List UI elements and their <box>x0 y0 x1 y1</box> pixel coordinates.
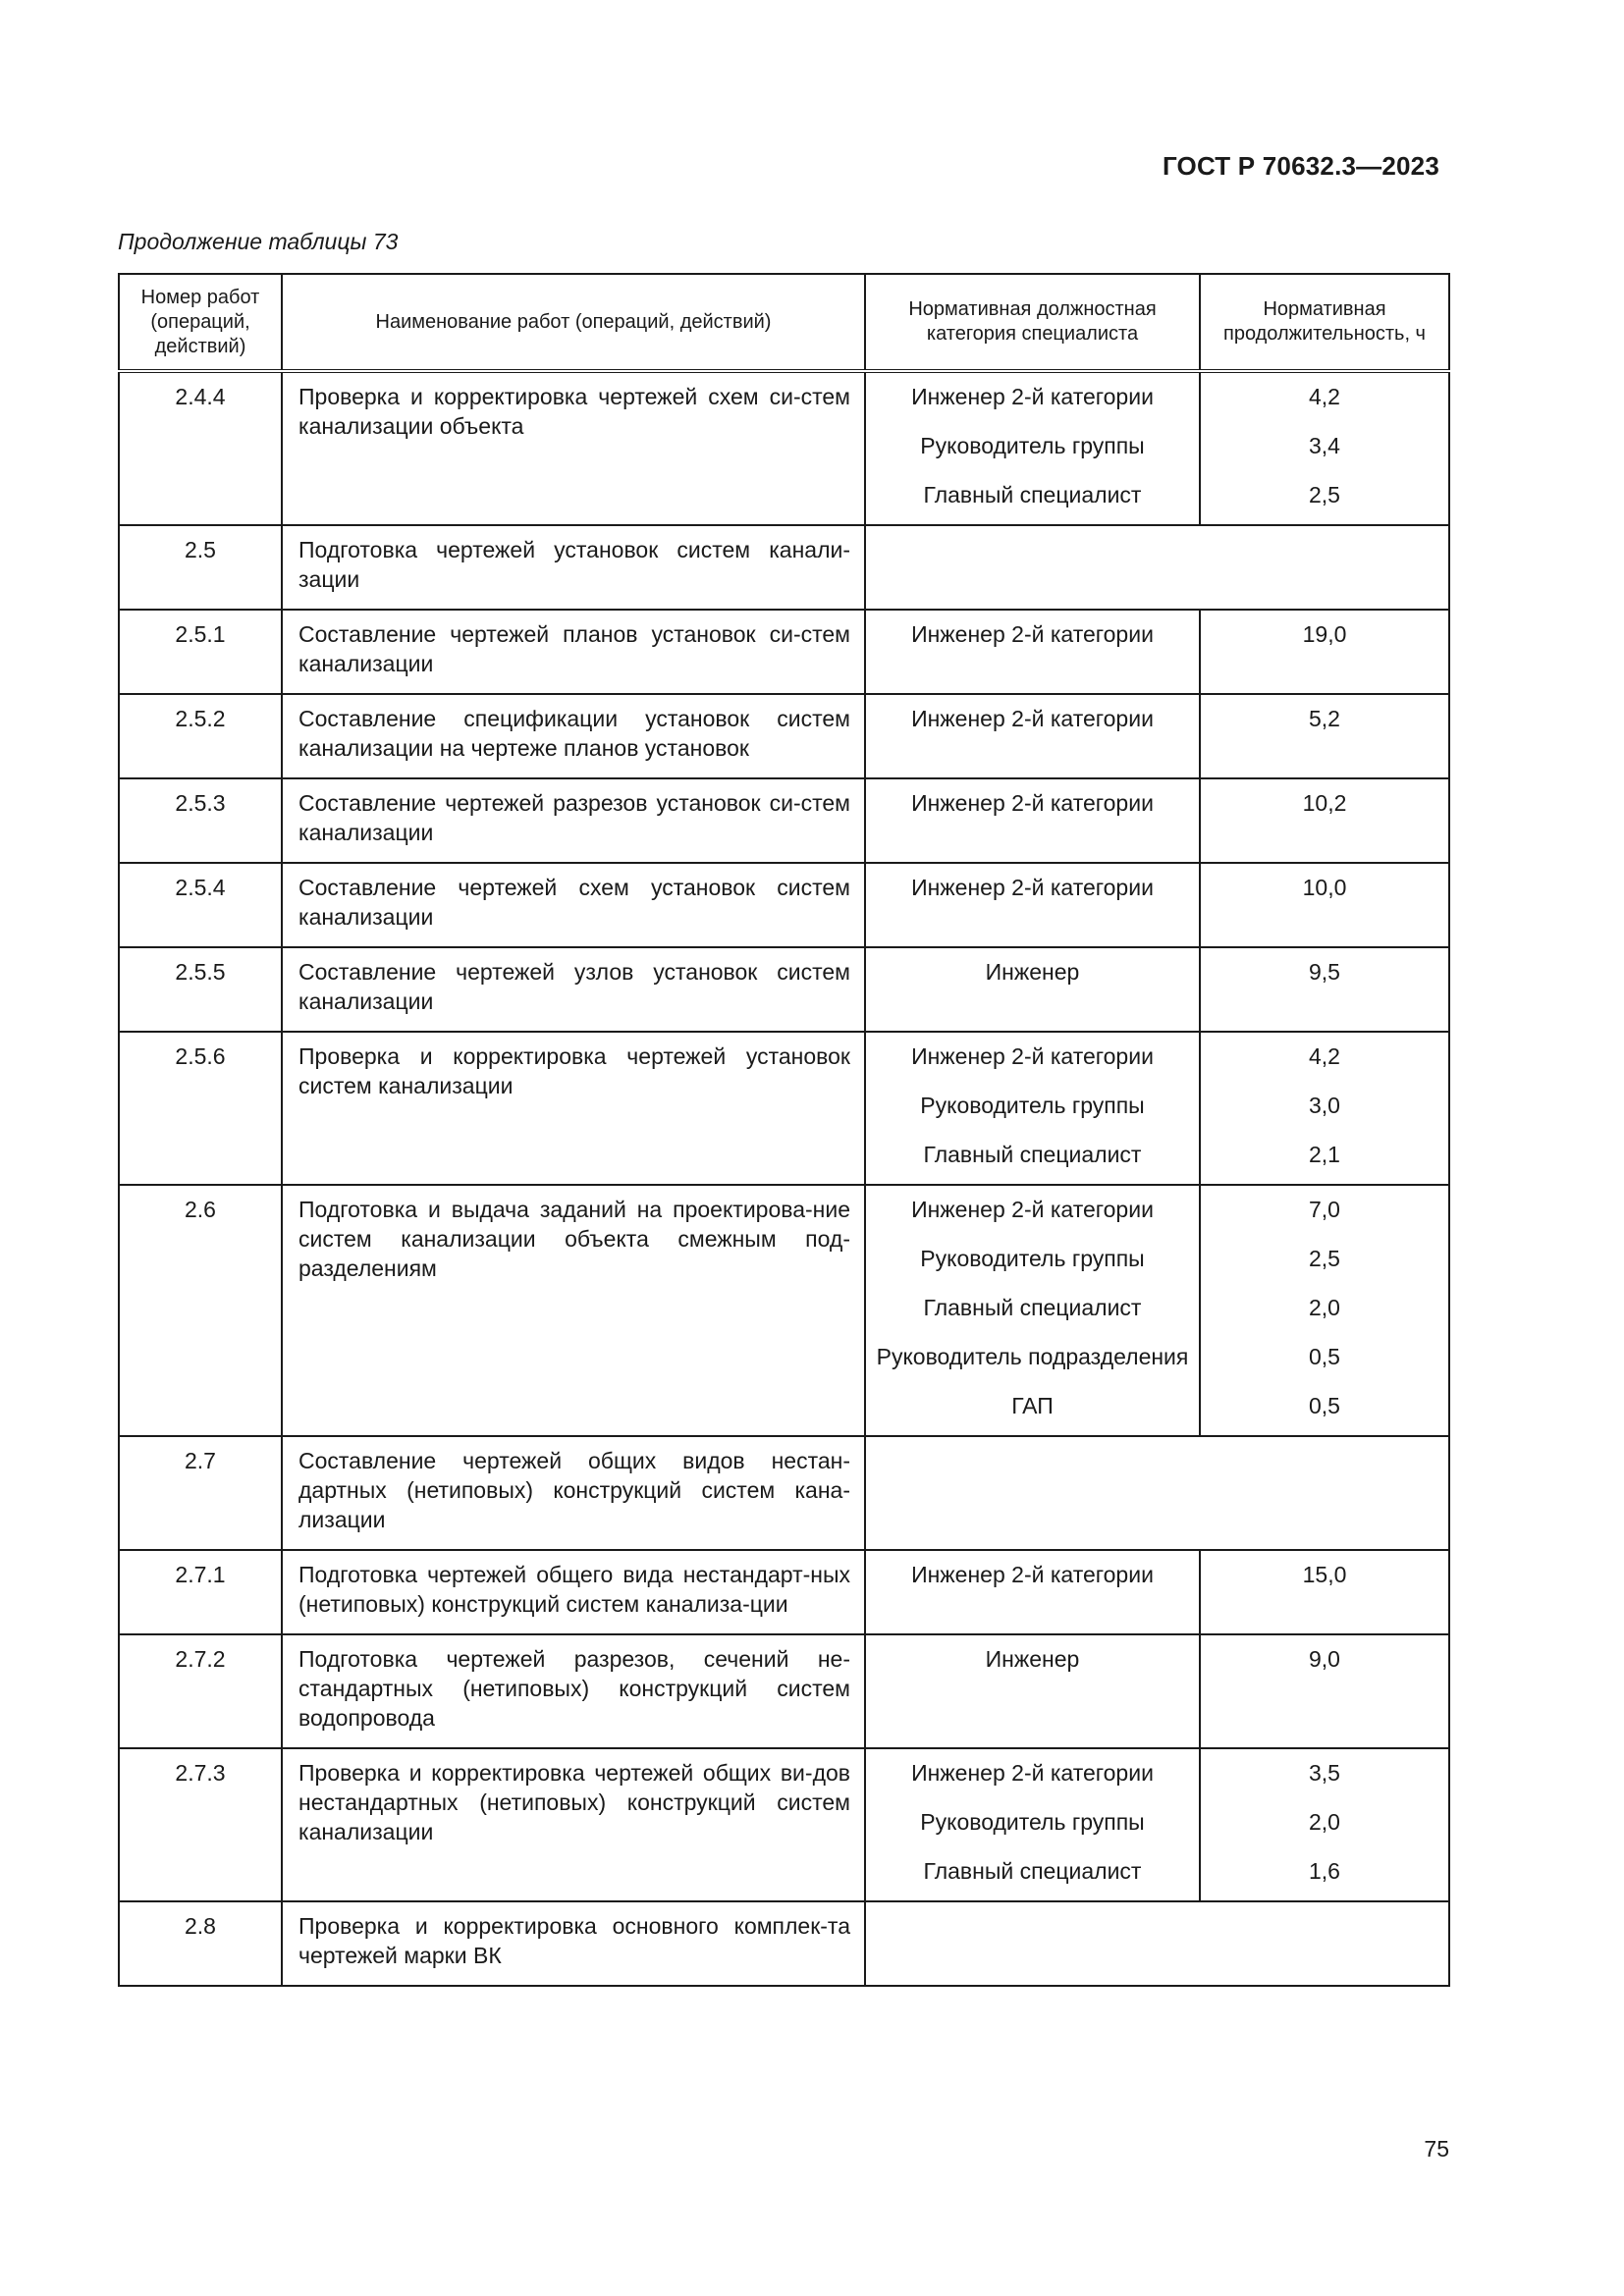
work-number: 2.7 <box>119 1436 282 1550</box>
table-row <box>119 1901 1449 1986</box>
header-role: Нормативная должностная категория специалиста <box>865 274 1200 371</box>
specialist-category <box>865 371 1200 525</box>
hours-line: 2,0 <box>1309 1809 1340 1835</box>
table-row <box>119 694 1449 778</box>
table-row <box>119 610 1449 694</box>
role-line: Инженер 2-й категории <box>911 875 1154 900</box>
work-number: 2.5.1 <box>119 610 282 694</box>
work-name: Составление чертежей разрезов установок си-стем канализации <box>282 778 865 863</box>
duration-hours <box>1200 863 1449 947</box>
work-name: Составление чертежей схем установок систем канализации <box>282 863 865 947</box>
role-line: Инженер 2-й категории <box>911 1197 1154 1222</box>
duration-hours <box>1200 1748 1449 1901</box>
table-body <box>119 371 1449 1986</box>
role-line: Инженер 2-й категории <box>911 1043 1154 1069</box>
work-name: Подготовка чертежей установок систем канали-зации <box>282 525 865 610</box>
table-row <box>119 1436 1449 1550</box>
work-number: 2.5.4 <box>119 863 282 947</box>
hours-line: 0,5 <box>1309 1344 1340 1369</box>
table-row <box>119 1185 1449 1436</box>
work-number: 2.7.3 <box>119 1748 282 1901</box>
hours-line: 4,2 <box>1309 1043 1340 1069</box>
hours-line: 9,5 <box>1309 959 1340 985</box>
hours-line: 2,1 <box>1309 1142 1340 1167</box>
role-line: Главный специалист <box>923 482 1142 507</box>
duration-hours <box>1200 1634 1449 1748</box>
duration-hours <box>1200 1185 1449 1436</box>
duration-hours <box>1200 371 1449 525</box>
role-line: Инженер 2-й категории <box>911 706 1154 731</box>
work-name: Составление чертежей планов установок си-стем канализации <box>282 610 865 694</box>
role-line: Инженер 2-й категории <box>911 1562 1154 1587</box>
work-name: Подготовка и выдача заданий на проектирова-ние систем канализации объекта смежным под-разделениям <box>282 1185 865 1436</box>
table-row <box>119 1748 1449 1901</box>
work-name: Проверка и корректировка чертежей установок систем канализации <box>282 1032 865 1185</box>
header-duration: Нормативная продолжительность, ч <box>1200 274 1449 371</box>
specialist-category <box>865 1748 1200 1901</box>
hours-line: 10,2 <box>1302 790 1347 816</box>
hours-line: 19,0 <box>1302 621 1347 647</box>
work-number: 2.5.3 <box>119 778 282 863</box>
header-name: Наименование работ (операций, действий) <box>282 274 865 371</box>
work-number: 2.8 <box>119 1901 282 1986</box>
work-number: 2.7.2 <box>119 1634 282 1748</box>
work-name: Составление чертежей узлов установок систем канализации <box>282 947 865 1032</box>
specialist-category <box>865 1550 1200 1634</box>
work-name: Проверка и корректировка чертежей схем си-стем канализации объекта <box>282 371 865 525</box>
hours-line: 4,2 <box>1309 384 1340 409</box>
duration-hours <box>1200 1032 1449 1185</box>
page-number: 75 <box>1424 2136 1449 2162</box>
duration-hours <box>1200 610 1449 694</box>
hours-line: 3,5 <box>1309 1760 1340 1786</box>
duration-hours <box>1200 1550 1449 1634</box>
document-code: ГОСТ Р 70632.3—2023 <box>1162 151 1439 181</box>
header-number: Номер работ (операций, действий) <box>119 274 282 371</box>
duration-hours <box>1200 778 1449 863</box>
norms-table <box>118 273 1450 1987</box>
specialist-category <box>865 1634 1200 1748</box>
role-line: Руководитель подразделения <box>876 1344 1189 1369</box>
work-number: 2.5 <box>119 525 282 610</box>
specialist-category <box>865 1032 1200 1185</box>
hours-line: 2,5 <box>1309 482 1340 507</box>
role-line: Руководитель группы <box>920 1809 1145 1835</box>
role-line: Руководитель группы <box>920 1246 1145 1271</box>
table-row <box>119 1032 1449 1185</box>
work-number: 2.5.6 <box>119 1032 282 1185</box>
hours-line: 2,0 <box>1309 1295 1340 1320</box>
role-line: Инженер 2-й категории <box>911 790 1154 816</box>
specialist-category <box>865 947 1200 1032</box>
hours-line: 10,0 <box>1302 875 1347 900</box>
duration-hours <box>1200 947 1449 1032</box>
table-row <box>119 1634 1449 1748</box>
table-row <box>119 371 1449 525</box>
hours-line: 15,0 <box>1302 1562 1347 1587</box>
hours-line: 7,0 <box>1309 1197 1340 1222</box>
role-line: Руководитель группы <box>920 433 1145 458</box>
work-name: Проверка и корректировка чертежей общих ви-дов нестандартных (нетиповых) конструкций систем канализации <box>282 1748 865 1901</box>
hours-line: 1,6 <box>1309 1858 1340 1884</box>
role-line: Главный специалист <box>923 1142 1142 1167</box>
empty-cell <box>865 1901 1449 1986</box>
specialist-category <box>865 778 1200 863</box>
hours-line: 9,0 <box>1309 1646 1340 1672</box>
duration-hours <box>1200 694 1449 778</box>
role-line: Руководитель группы <box>920 1093 1145 1118</box>
specialist-category <box>865 863 1200 947</box>
work-number: 2.5.5 <box>119 947 282 1032</box>
empty-cell <box>865 1436 1449 1550</box>
role-line: Главный специалист <box>923 1295 1142 1320</box>
specialist-category <box>865 694 1200 778</box>
work-name: Проверка и корректировка основного комплек-та чертежей марки ВК <box>282 1901 865 1986</box>
table-caption: Продолжение таблицы 73 <box>118 229 399 254</box>
hours-line: 0,5 <box>1309 1393 1340 1418</box>
table-row <box>119 1550 1449 1634</box>
role-line: Инженер <box>985 959 1080 985</box>
table-row <box>119 947 1449 1032</box>
work-name: Подготовка чертежей общего вида нестандарт-ных (нетиповых) конструкций систем канализа-ции <box>282 1550 865 1634</box>
table-row <box>119 863 1449 947</box>
table-header-row <box>119 274 1449 371</box>
empty-cell <box>865 525 1449 610</box>
role-line: Главный специалист <box>923 1858 1142 1884</box>
role-line: Инженер 2-й категории <box>911 384 1154 409</box>
role-line: Инженер <box>985 1646 1080 1672</box>
hours-line: 3,4 <box>1309 433 1340 458</box>
work-number: 2.6 <box>119 1185 282 1436</box>
role-line: Инженер 2-й категории <box>911 1760 1154 1786</box>
work-name: Составление спецификации установок систем канализации на чертеже планов установок <box>282 694 865 778</box>
table-row <box>119 778 1449 863</box>
role-line: Инженер 2-й категории <box>911 621 1154 647</box>
specialist-category <box>865 610 1200 694</box>
role-line: ГАП <box>1011 1393 1054 1418</box>
hours-line: 3,0 <box>1309 1093 1340 1118</box>
table-row <box>119 525 1449 610</box>
hours-line: 5,2 <box>1309 706 1340 731</box>
work-number: 2.7.1 <box>119 1550 282 1634</box>
work-number: 2.4.4 <box>119 371 282 525</box>
work-name: Составление чертежей общих видов нестан-дартных (нетиповых) конструкций систем кана-лизации <box>282 1436 865 1550</box>
hours-line: 2,5 <box>1309 1246 1340 1271</box>
work-number: 2.5.2 <box>119 694 282 778</box>
specialist-category <box>865 1185 1200 1436</box>
work-name: Подготовка чертежей разрезов, сечений не-стандартных (нетиповых) конструкций систем водопровода <box>282 1634 865 1748</box>
